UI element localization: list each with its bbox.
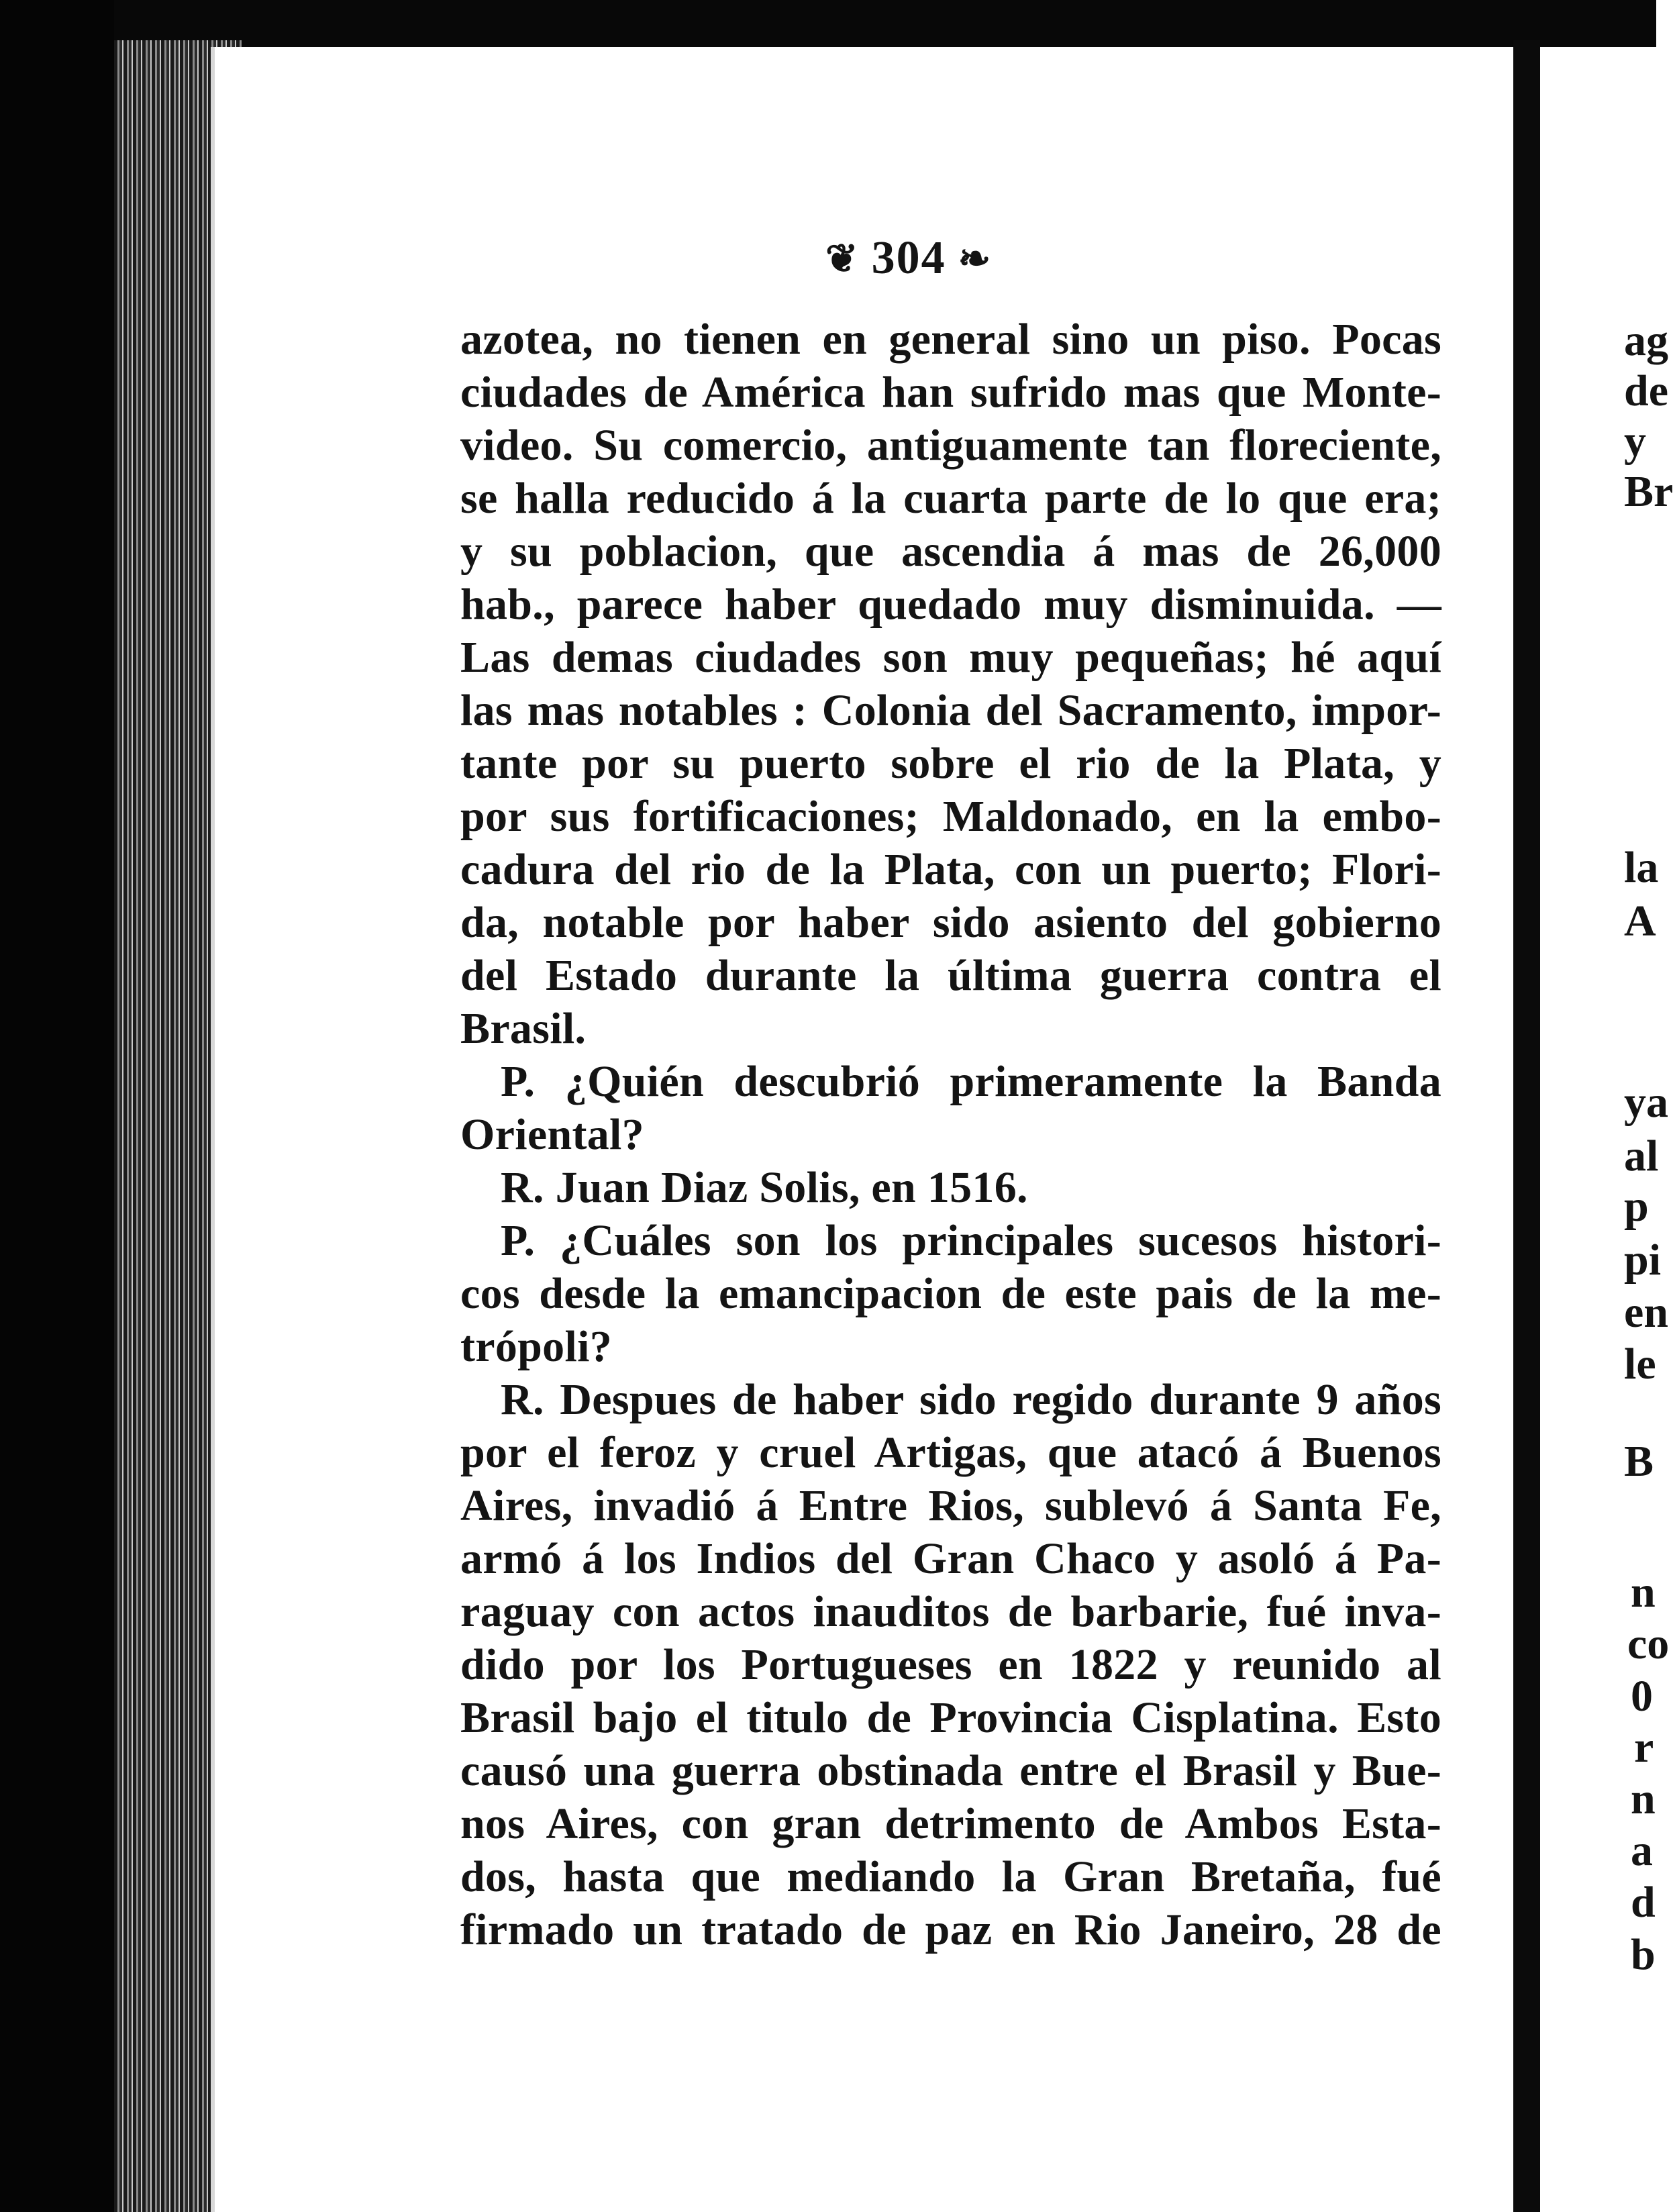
text-line: video. Su comercio, antiguamente tan floreciente, [460,421,1441,470]
text-line: da, notable por haber sido asiento del gobierno [460,898,1441,947]
gutter-shadow [1513,40,1540,2212]
facing-page-fragment: ya [1624,1078,1668,1127]
right-ornament-icon: ❧ [958,237,993,281]
page-number: 304 [871,232,946,284]
facing-page-fragment: en [1624,1288,1668,1337]
facing-page-fragment: 0 [1631,1672,1653,1721]
facing-page-fragment: n [1631,1568,1656,1617]
text-line: del Estado durante la última guerra contra el [460,951,1441,1000]
facing-page-fragment: al [1624,1132,1659,1180]
facing-page-fragment: de [1624,366,1668,415]
text-line: cos desde la emancipacion de este pais de la me- [460,1269,1441,1318]
text-line: causó una guerra obstinada entre el Brasil y Bue- [460,1746,1441,1795]
facing-page-fragment: A [1624,897,1656,946]
text-line: se halla reducido á la cuarta parte de lo que era; [460,474,1441,523]
facing-page-fragment: r [1634,1723,1654,1772]
text-line: raguay con actos inauditos de barbarie, fué inva- [460,1587,1441,1636]
text-line: dos, hasta que mediando la Gran Bretaña, fué [460,1852,1441,1901]
facing-page-fragment: la [1624,843,1659,892]
text-line: P. ¿Quién descubrió primeramente la Banda [501,1057,1441,1106]
facing-page-fragment: d [1631,1878,1656,1927]
facing-page-fragment: le [1624,1340,1656,1389]
facing-page-fragment: n [1631,1774,1656,1823]
text-line: Oriental? [460,1110,644,1159]
text-line: hab., parece haber quedado muy disminuida. — [460,580,1441,629]
facing-page-fragment: Br [1624,467,1673,516]
left-ornament-icon: ❦ [825,237,860,281]
book-binding-shadow [0,0,114,2212]
text-line: Aires, invadió á Entre Rios, sublevó á Santa Fe, [460,1481,1441,1530]
facing-page-fragment: a [1631,1826,1653,1875]
text-line: Brasil bajo el titulo de Provincia Cisplatina. Esto [460,1693,1441,1742]
text-line: dido por los Portugueses en 1822 y reunido al [460,1640,1441,1689]
text-line: R. Juan Diaz Solis, en 1516. [501,1163,1028,1212]
facing-page-fragment: y [1624,417,1646,466]
scan-top-border [114,0,1656,47]
text-line: Las demas ciudades son muy pequeñas; hé aquí [460,633,1441,682]
facing-page-fragment: b [1631,1930,1656,1979]
running-head [825,232,992,285]
text-line: armó á los Indios del Gran Chaco y asoló á Pa- [460,1534,1441,1583]
text-line: por el feroz y cruel Artigas, que atacó á Buenos [460,1428,1441,1477]
facing-page-fragment: ag [1624,316,1668,365]
facing-page-fragment: co [1627,1619,1670,1668]
text-line: trópoli? [460,1322,613,1371]
facing-page-fragment: pi [1624,1236,1662,1285]
text-line: tante por su puerto sobre el rio de la Plata, y [460,739,1441,788]
facing-page-fragment: B [1624,1437,1654,1486]
body-text [460,313,1441,1956]
text-line: nos Aires, con gran detrimento de Ambos Esta- [460,1799,1441,1848]
text-line: P. ¿Cuáles son los principales sucesos histori- [501,1216,1441,1265]
facing-page-fragment: p [1624,1182,1649,1231]
text-line: por sus fortificaciones; Maldonado, en la embo- [460,792,1441,841]
text-line: las mas notables : Colonia del Sacramento, impor- [460,686,1441,735]
text-line: cadura del rio de la Plata, con un puerto; Flori- [460,845,1441,894]
text-line: azotea, no tienen en general sino un piso. Pocas [460,315,1441,364]
text-line: ciudades de América han sufrido mas que Monte- [460,368,1441,417]
text-line: Brasil. [460,1004,587,1053]
text-line: firmado un tratado de paz en Rio Janeiro, 28 de [460,1905,1441,1954]
text-line: R. Despues de haber sido regido durante 9 años [501,1375,1441,1424]
text-line: y su poblacion, que ascendia á mas de 26,000 [460,527,1441,576]
